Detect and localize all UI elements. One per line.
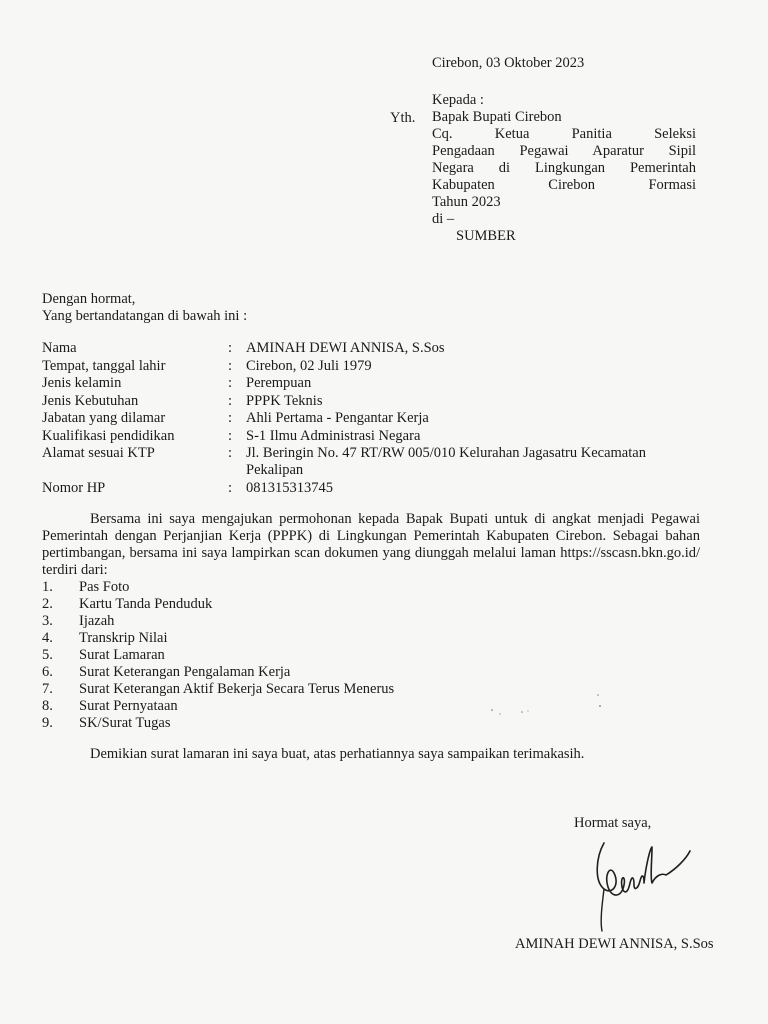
list-item-number: 7. xyxy=(42,681,53,697)
recipient-year: Tahun 2023 xyxy=(432,194,501,210)
intro-line: Yang bertandatangan di bawah ini : xyxy=(42,308,248,324)
field-row-jabatan xyxy=(42,410,702,428)
sign-greeting: Hormat saya, xyxy=(574,815,652,831)
signature-icon xyxy=(590,835,700,935)
field-colon: : xyxy=(228,375,233,391)
field-value: S-1 Ilmu Administrasi Negara xyxy=(246,427,421,444)
field-row-ttl xyxy=(42,358,702,376)
list-item-text: Surat Lamaran xyxy=(79,647,165,663)
field-value: Jl. Beringin No. 47 RT/RW 005/010 Kelurahan Jagasatru Kecamatan Pekalipan xyxy=(246,445,646,478)
field-row-nomor-hp xyxy=(42,480,702,498)
field-label: Alamat sesuai KTP xyxy=(42,445,155,461)
list-item-text: Surat Pernyataan xyxy=(79,698,178,714)
list-item-text: Surat Keterangan Aktif Bekerja Secara Terus Menerus xyxy=(79,681,395,697)
applicant-details xyxy=(42,340,702,498)
field-value: Ahli Pertama - Pengantar Kerja xyxy=(246,410,429,426)
closing-sentence: Demikian surat lamaran ini saya buat, atas perhatiannya saya sampaikan terimakasih. xyxy=(90,746,585,762)
field-label: Nama xyxy=(42,340,77,356)
recipient-name: Bapak Bupati Cirebon xyxy=(432,109,562,125)
field-label: Jenis Kebutuhan xyxy=(42,392,139,409)
field-label: Nomor HP xyxy=(42,480,106,496)
list-item-text: Pas Foto xyxy=(79,579,130,595)
yth-label: Yth. xyxy=(390,110,416,126)
list-item-text: SK/Surat Tugas xyxy=(79,715,171,731)
list-item-number: 6. xyxy=(42,664,53,680)
field-value: PPPK Teknis xyxy=(246,392,323,409)
field-row-jenis-kelamin xyxy=(42,375,702,393)
field-label: Jenis kelamin xyxy=(42,375,122,391)
field-value: AMINAH DEWI ANNISA, S.Sos xyxy=(246,340,445,356)
field-row-nama xyxy=(42,340,702,358)
list-item-text: Kartu Tanda Penduduk xyxy=(79,596,213,612)
recipient-cq-line: Cq. Ketua Panitia Seleksi xyxy=(432,126,696,142)
field-value: 081315313745 xyxy=(246,480,333,496)
recipient-block xyxy=(432,92,696,245)
list-item-text: Transkrip Nilai xyxy=(79,630,168,646)
scan-specks xyxy=(470,690,610,730)
field-label: Jabatan yang dilamar xyxy=(42,410,166,426)
field-row-jenis-kebutuhan xyxy=(42,393,702,411)
list-item-number: 5. xyxy=(42,647,53,663)
list-item-number: 3. xyxy=(42,613,53,629)
recipient-cq-line: Negara di Lingkungan Pemerintah xyxy=(432,160,696,176)
field-colon: : xyxy=(228,445,233,461)
list-item-text: Surat Keterangan Pengalaman Kerja xyxy=(79,664,291,680)
signer-name: AMINAH DEWI ANNISA, S.Sos xyxy=(515,936,714,952)
recipient-di: di – xyxy=(432,211,455,227)
field-row-kualifikasi xyxy=(42,428,702,446)
list-item-number: 9. xyxy=(42,715,53,731)
field-colon: : xyxy=(228,480,233,496)
field-value: Cirebon, 02 Juli 1979 xyxy=(246,357,372,374)
field-colon: : xyxy=(228,357,233,374)
field-value: Perempuan xyxy=(246,375,312,391)
field-row-alamat xyxy=(42,445,702,480)
field-colon: : xyxy=(228,410,233,426)
list-item-number: 8. xyxy=(42,698,53,714)
greeting: Dengan hormat, xyxy=(42,291,136,307)
field-colon: : xyxy=(228,427,233,444)
recipient-kepada: Kepada : xyxy=(432,92,484,108)
field-colon: : xyxy=(228,392,233,409)
list-item-text: Ijazah xyxy=(79,613,115,629)
field-colon: : xyxy=(228,340,233,356)
place-date: Cirebon, 03 Oktober 2023 xyxy=(432,55,585,71)
recipient-cq-line: Kabupaten Cirebon Formasi xyxy=(432,177,696,193)
list-item-number: 1. xyxy=(42,579,53,595)
field-label: Tempat, tanggal lahir xyxy=(42,357,166,374)
list-item-number: 4. xyxy=(42,630,53,646)
body-paragraph: Bersama ini saya mengajukan permohonan kepada Bapak Bupati untuk di angkat menjadi Pegawai Pemerintah dengan Perjanjian Kerja (PPPK) di Lingkungan Pemerintah Kabupaten Cirebon. Sebagai bahan pertimbangan, bersama ini saya lampirkan scan dokumen yang diunggah melalui laman https://sscasn.bkn.go.id/ terdiri dari: xyxy=(42,511,700,578)
field-label: Kualifikasi pendidikan xyxy=(42,427,175,444)
recipient-cq-line: Pengadaan Pegawai Aparatur Sipil xyxy=(432,143,696,159)
list-item-number: 2. xyxy=(42,596,53,612)
recipient-city: SUMBER xyxy=(456,228,516,244)
